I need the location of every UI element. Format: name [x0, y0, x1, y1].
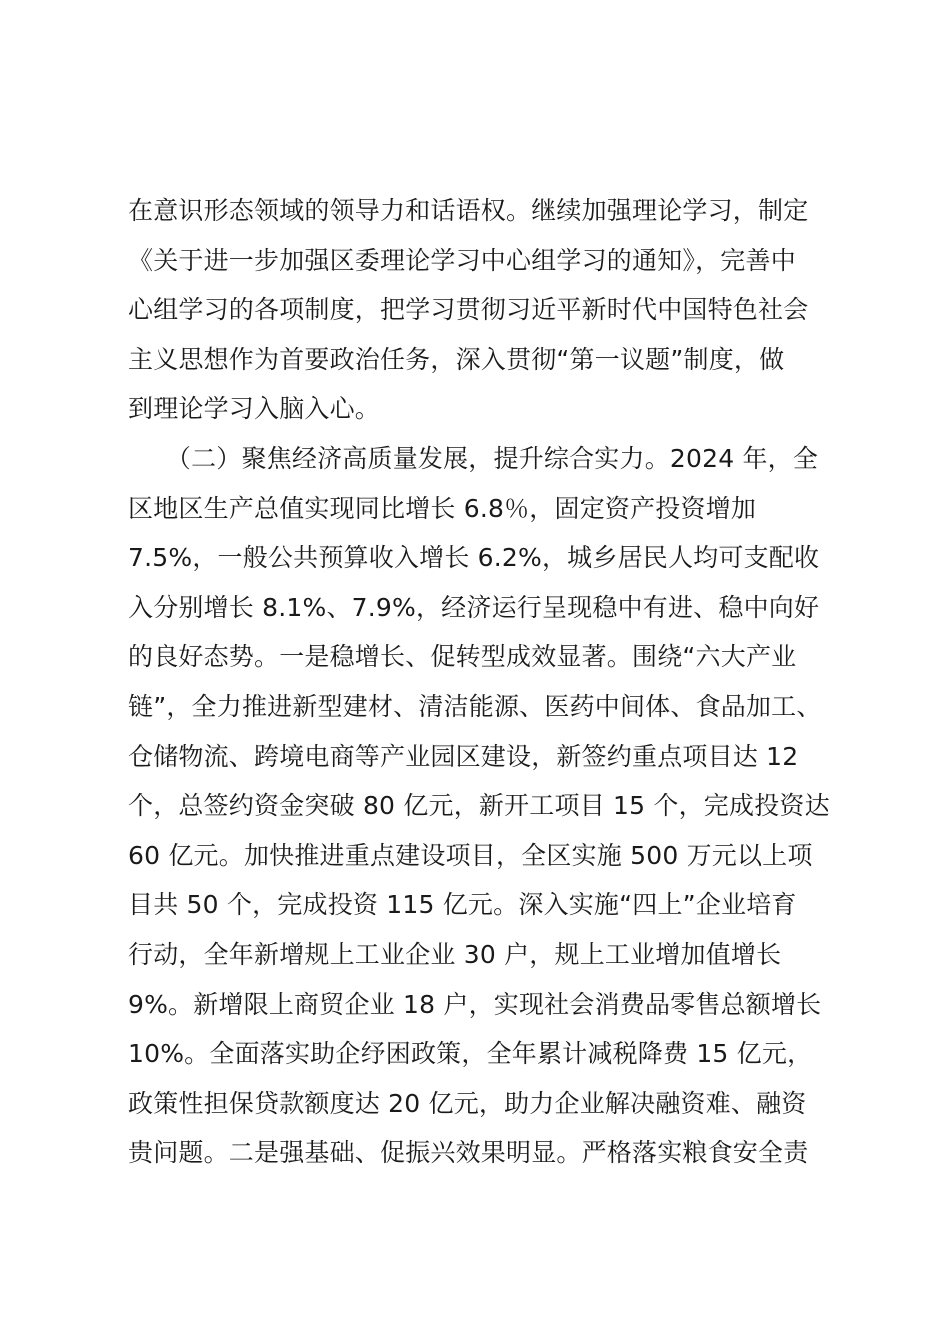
- text-line: 仓储物流、跨境电商等产业园区建设，新签约重点项目达 12: [128, 741, 799, 771]
- text-line: 的良好态势。一是稳增长、促转型成效显著。围绕“六大产业: [128, 642, 797, 672]
- text-line: 区地区生产总值实现同比增长 6.8％，固定资产投资增加: [128, 493, 757, 523]
- text-line: 入分别增长 8.1%、7.9%，经济运行呈现稳中有进、稳中向好: [128, 592, 820, 622]
- text-line: 9%。新增限上商贸企业 18 户，实现社会消费品零售总额增长: [128, 989, 822, 1019]
- text-line: 个，总签约资金突破 80 亿元，新开工项目 15 个，完成投资达: [128, 791, 830, 821]
- body-text: [128, 186, 840, 1178]
- section-heading-line: （二）聚焦经济高质量发展，提升综合实力。2024 年，全: [128, 443, 819, 473]
- text-line: 《关于进一步加强区委理论学习中心组学习的通知》，完善中: [128, 245, 796, 275]
- text-line: 目共 50 个，完成投资 115 亿元。深入实施“四上”企业培育: [128, 890, 797, 920]
- text-line: 贵问题。二是强基础、促振兴效果明显。严格落实粮食安全责: [128, 1138, 809, 1168]
- text-line: 在意识形态领域的领导力和话语权。继续加强理论学习，制定: [128, 196, 809, 225]
- text-line: 行动，全年新增规上工业企业 30 户，规上工业增加值增长: [128, 939, 782, 969]
- text-line: 链”，全力推进新型建材、清洁能源、医药中间体、食品加工、: [128, 691, 822, 721]
- text-line: 60 亿元。加快推进重点建设项目，全区实施 500 万元以上项: [128, 840, 813, 870]
- text-line: 10%。全面落实助企纾困政策，全年累计减税降费 15 亿元，: [128, 1039, 813, 1069]
- text-line: 7.5%，一般公共预算收入增长 6.2%，城乡居民人均可支配收: [128, 543, 820, 573]
- text-line: 到理论学习入脑入心。: [128, 394, 381, 424]
- text-line: 政策性担保贷款额度达 20 亿元，助力企业解决融资难、融资: [128, 1088, 807, 1118]
- text-line: 心组学习的各项制度，把学习贯彻习近平新时代中国特色社会: [128, 295, 809, 325]
- text-line: 主义思想作为首要政治任务，深入贯彻“第一议题”制度，做: [128, 344, 785, 374]
